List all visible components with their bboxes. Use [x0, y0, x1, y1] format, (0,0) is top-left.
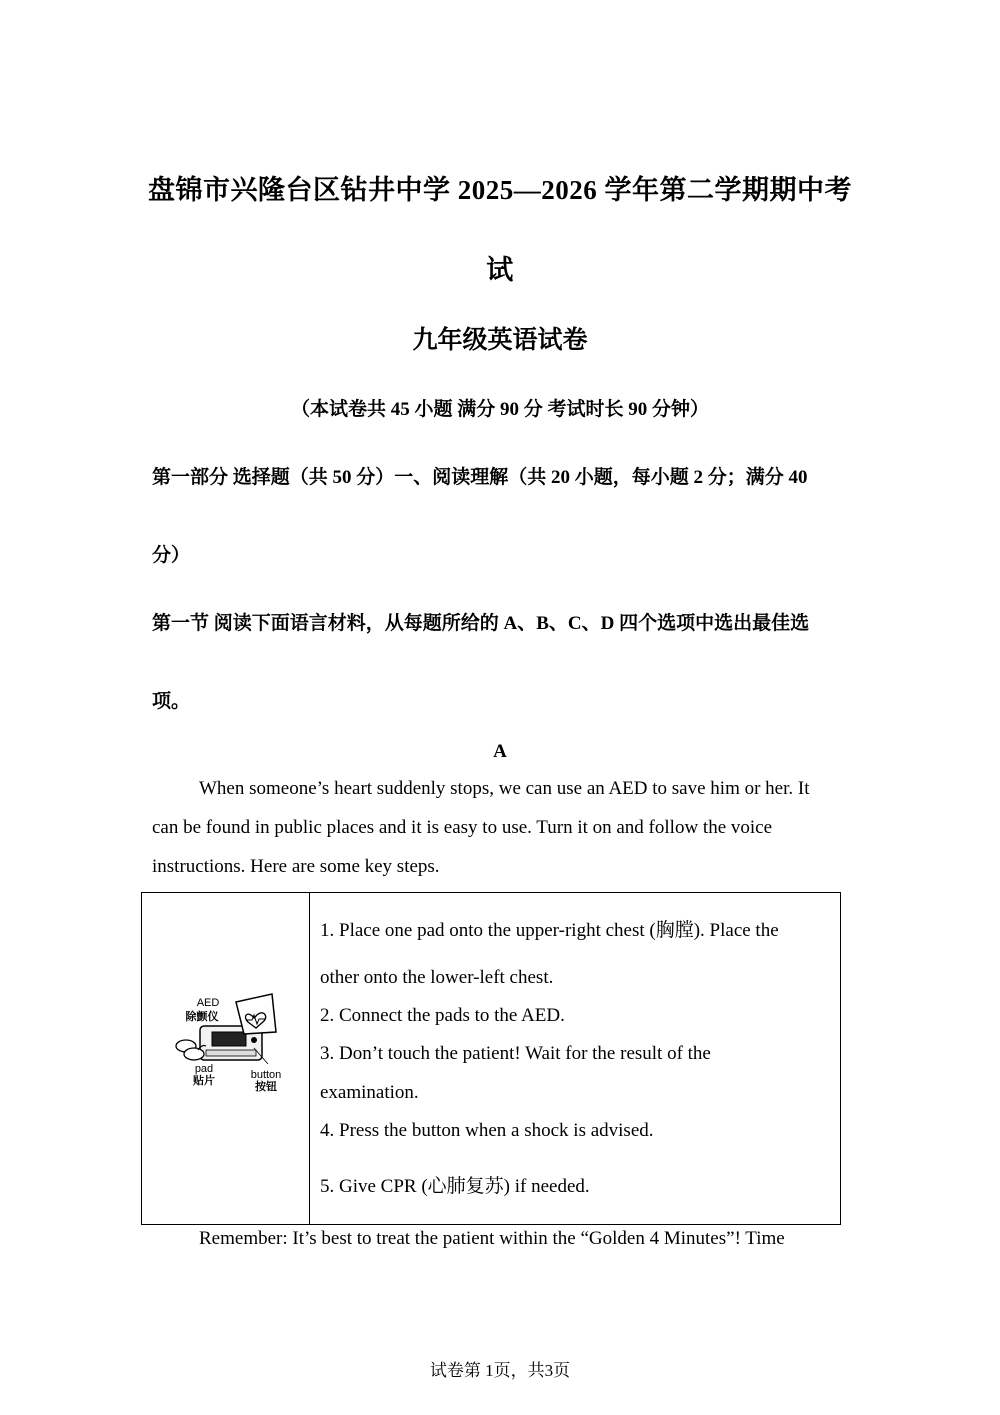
passage-intro-line3: instructions. Here are some key steps.	[152, 856, 440, 877]
exam-title-line2: 试	[486, 255, 514, 285]
step-4: 4. Press the button when a shock is advised.	[320, 1120, 654, 1141]
section-one-instruction-line1: 第一节 阅读下面语言材料，从每题所给的 A、B、C、D 四个选项中选出最佳选	[152, 613, 810, 634]
step-5: 5. Give CPR (心肺复苏) if needed.	[320, 1176, 590, 1197]
part-one-heading-line1: 第一部分 选择题（共 50 分）一、阅读理解（共 20 小题，每小题 2 分；满分 40	[152, 467, 808, 488]
remember-line: Remember: It’s best to treat the patient within the “Golden 4 Minutes”! Time	[199, 1228, 785, 1249]
aed-label-cn: 除颤仪	[185, 1011, 219, 1023]
aed-device-icon	[172, 988, 287, 1103]
passage-intro-line1: When someone’s heart suddenly stops, we can use an AED to save him or her. It	[199, 778, 810, 799]
exam-note: （本试卷共 45 小题 满分 90 分 考试时长 90 分钟）	[290, 399, 709, 420]
passage-label: A	[493, 741, 507, 762]
table-column-divider	[309, 893, 310, 1224]
pad-label-cn: 贴片	[193, 1075, 215, 1087]
passage-intro-line2: can be found in public places and it is easy to use. Turn it on and follow the voice	[152, 817, 773, 838]
exam-title-line1: 盘锦市兴隆台区钻井中学 2025—2026 学年第二学期期中考	[148, 175, 852, 205]
aed-label: AED	[196, 997, 220, 1009]
pad-label: pad	[194, 1063, 214, 1075]
exam-subtitle: 九年级英语试卷	[412, 327, 588, 354]
button-label: button	[250, 1069, 282, 1081]
step-3-line1: 3. Don’t touch the patient! Wait for the result of the	[320, 1043, 711, 1064]
step-2: 2. Connect the pads to the AED.	[320, 1005, 565, 1026]
section-one-instruction-line2: 项。	[152, 691, 191, 712]
aed-steps-table	[141, 892, 841, 1225]
aed-device-drawing	[172, 988, 287, 1103]
page-footer: 试卷第 1页，共3页	[429, 1361, 571, 1380]
part-one-heading-line2: 分）	[152, 545, 191, 566]
step-3-line2: examination.	[320, 1082, 419, 1103]
step-1-line2: other onto the lower-left chest.	[320, 967, 554, 988]
step-1-line1: 1. Place one pad onto the upper-right chest (胸膛). Place the	[320, 920, 779, 941]
button-label-cn: 按钮	[255, 1081, 277, 1093]
